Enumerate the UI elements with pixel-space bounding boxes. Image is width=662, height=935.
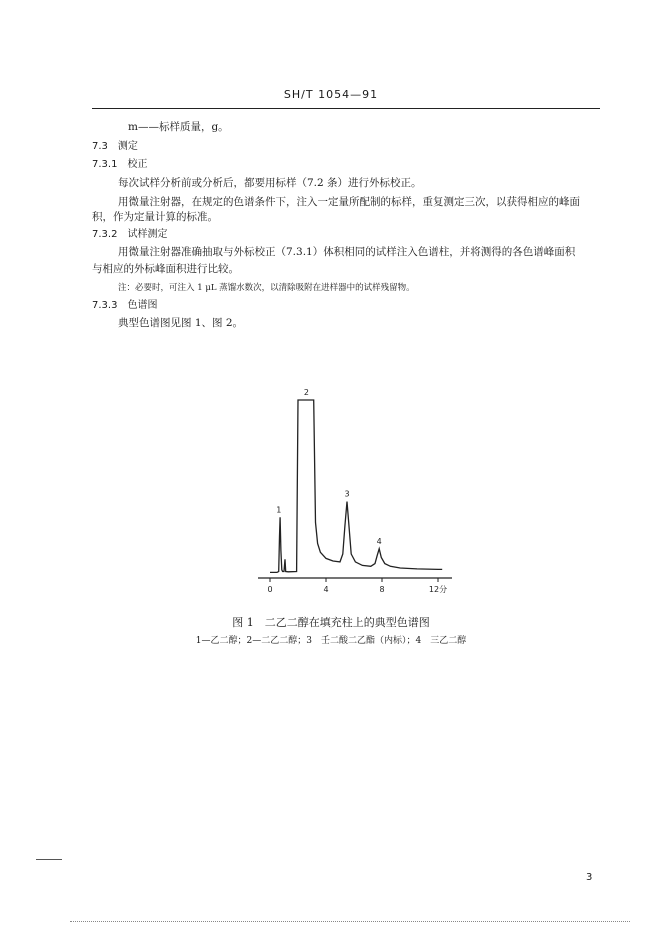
standard-number-header: SH/T 1054—91 <box>283 88 379 101</box>
header-rule <box>92 108 600 109</box>
page-number: 3 <box>586 872 593 883</box>
x-tick-label: 12分 <box>428 585 448 594</box>
x-tick-label: 8 <box>379 585 385 594</box>
peak-label: 3 <box>344 489 350 499</box>
paragraph-sample-test-line-1: 用微量注射器准确抽取与外标校正（7.3.1）体积相同的试样注入色谱柱，并将测得的各色谱峰面积 <box>118 246 576 258</box>
axis-ticks <box>267 578 447 594</box>
peak-label: 2 <box>303 388 309 397</box>
section-7-3-heading: 7.3 测定 <box>92 141 138 152</box>
figure-caption: 图 1 二乙二醇在填充柱上的典型色谱图 <box>232 616 430 629</box>
figure-legend: 1—乙二醇；2—二乙二醇；3 壬二酸二乙酯（内标）；4 三乙二醇 <box>195 636 467 646</box>
variable-definition-m: m——标样质量，g。 <box>128 121 229 133</box>
section-7-3-2-heading: 7.3.2 试样测定 <box>92 229 168 240</box>
bottom-rule <box>70 921 630 922</box>
footer-mark <box>36 859 62 860</box>
peak-label: 4 <box>376 536 382 546</box>
chromatogram-trace <box>270 400 442 572</box>
section-7-3-1-heading: 7.3.1 校正 <box>92 159 148 170</box>
x-tick-label: 0 <box>267 585 273 594</box>
chromatogram-figure <box>240 380 470 600</box>
paragraph-injection-line-1: 用微量注射器，在规定的色谱条件下，注入一定量所配制的标样，重复测定三次，以获得相应的峰面 <box>118 196 580 208</box>
x-tick-label: 4 <box>323 585 329 594</box>
section-7-3-3-heading: 7.3.3 色谱图 <box>92 300 158 311</box>
paragraph-injection-line-2: 积，作为定量计算的标准。 <box>92 211 218 223</box>
paragraph-chromatogram-ref: 典型色谱图见图 1、图 2。 <box>118 317 244 329</box>
note-text: 注：必要时，可注入 1 μL 蒸馏水数次，以清除吸附在进样器中的试样残留物。 <box>118 283 415 293</box>
peak-labels <box>276 388 381 546</box>
peak-label: 1 <box>276 505 282 515</box>
paragraph-calibration: 每次试样分析前或分析后，都要用标样（7.2 条）进行外标校正。 <box>118 177 422 189</box>
paragraph-sample-test-line-2: 与相应的外标峰面积进行比较。 <box>92 263 239 275</box>
